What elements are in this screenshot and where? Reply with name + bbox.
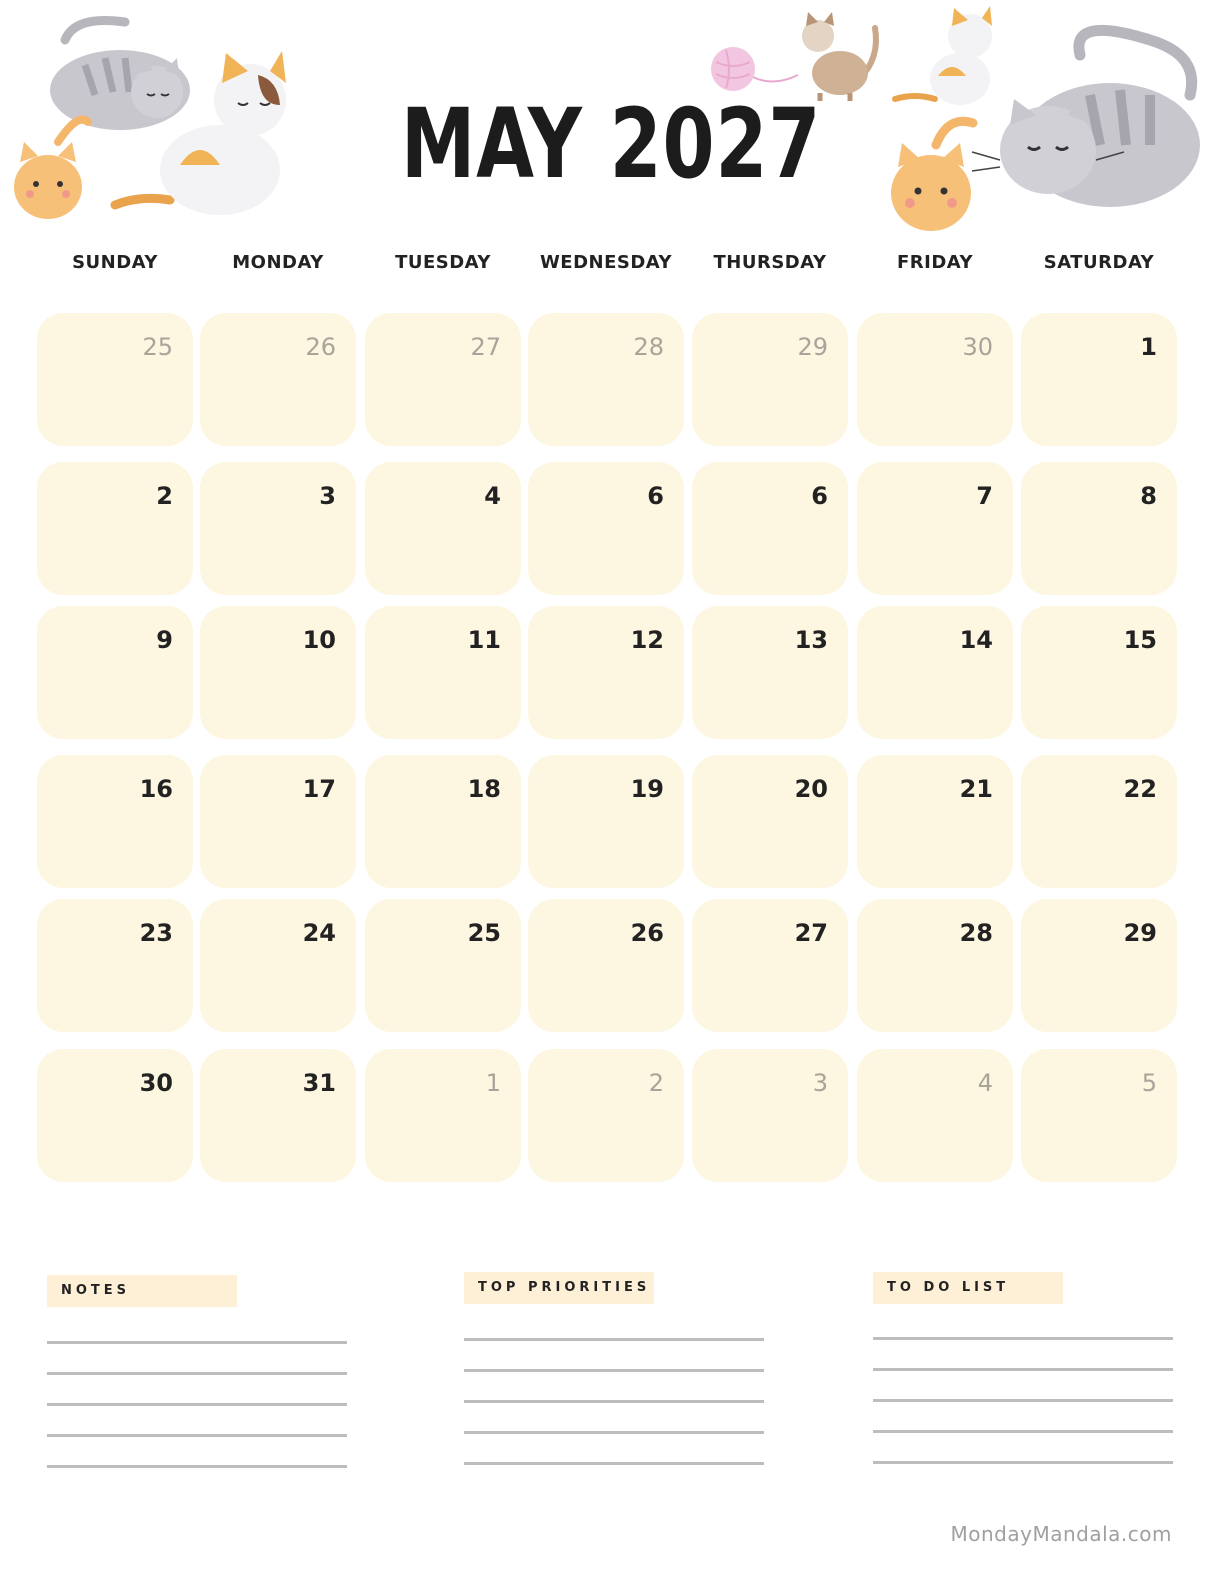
day-cell	[528, 313, 684, 446]
day-cell	[1021, 755, 1177, 888]
day-cell	[528, 899, 684, 1032]
day-number: 15	[1123, 626, 1157, 654]
day-number: 3	[319, 482, 336, 510]
day-number: 29	[797, 333, 828, 361]
day-cell	[857, 755, 1013, 888]
writing-line[interactable]	[47, 1372, 347, 1375]
day-number: 28	[959, 919, 993, 947]
day-cell	[365, 462, 521, 595]
weekday-monday: MONDAY	[232, 252, 324, 273]
day-cell	[857, 899, 1013, 1032]
weekday-thursday: THURSDAY	[713, 252, 827, 273]
day-cell	[37, 1049, 193, 1182]
writing-line[interactable]	[873, 1337, 1173, 1340]
day-number: 6	[647, 482, 664, 510]
writing-line[interactable]	[464, 1462, 764, 1465]
writing-line[interactable]	[464, 1338, 764, 1341]
day-number: 9	[156, 626, 173, 654]
day-number: 20	[794, 775, 828, 803]
day-cell	[692, 462, 848, 595]
day-cell	[528, 462, 684, 595]
day-number: 21	[959, 775, 993, 803]
day-cell	[365, 313, 521, 446]
day-number: 11	[467, 626, 501, 654]
day-cell	[37, 755, 193, 888]
weekday-wednesday: WEDNESDAY	[539, 252, 673, 273]
day-cell	[1021, 606, 1177, 739]
day-cell	[1021, 1049, 1177, 1182]
day-cell	[1021, 899, 1177, 1032]
day-number: 31	[302, 1069, 336, 1097]
day-number: 27	[470, 333, 501, 361]
day-number: 12	[630, 626, 664, 654]
weekday-saturday: SATURDAY	[1043, 252, 1155, 273]
day-cell	[1021, 313, 1177, 446]
day-number: 22	[1123, 775, 1157, 803]
top-priorities-label: TOP PRIORITIES	[464, 1272, 654, 1304]
day-number: 4	[484, 482, 501, 510]
day-number: 26	[630, 919, 664, 947]
page-title: MAY 2027	[400, 88, 822, 200]
day-cell	[365, 755, 521, 888]
day-cell	[1021, 462, 1177, 595]
day-number: 25	[467, 919, 501, 947]
day-cell	[528, 606, 684, 739]
day-number: 2	[156, 482, 173, 510]
day-number: 30	[139, 1069, 173, 1097]
day-number: 1	[1140, 333, 1157, 361]
day-number: 23	[139, 919, 173, 947]
day-number: 5	[1141, 1069, 1157, 1097]
day-cell	[200, 899, 356, 1032]
day-cell	[200, 462, 356, 595]
weekday-sunday: SUNDAY	[72, 252, 158, 273]
day-cell	[528, 1049, 684, 1182]
day-cell	[857, 1049, 1013, 1182]
day-number: 25	[142, 333, 173, 361]
writing-line[interactable]	[464, 1400, 764, 1403]
day-number: 8	[1140, 482, 1157, 510]
day-number: 24	[302, 919, 336, 947]
day-number: 13	[794, 626, 828, 654]
day-cell	[528, 755, 684, 888]
writing-line[interactable]	[47, 1341, 347, 1344]
day-cell	[37, 899, 193, 1032]
writing-line[interactable]	[47, 1465, 347, 1468]
day-number: 19	[630, 775, 664, 803]
writing-line[interactable]	[873, 1368, 1173, 1371]
writing-line[interactable]	[873, 1461, 1173, 1464]
day-cell	[692, 899, 848, 1032]
day-number: 17	[302, 775, 336, 803]
orange-kitten-icon	[8, 112, 98, 222]
day-cell	[365, 1049, 521, 1182]
weekday-tuesday: TUESDAY	[395, 252, 491, 273]
day-number: 16	[139, 775, 173, 803]
notes-label: NOTES	[47, 1275, 237, 1307]
day-cell	[37, 606, 193, 739]
day-cell	[857, 606, 1013, 739]
day-cell	[692, 755, 848, 888]
day-cell	[365, 606, 521, 739]
day-number: 7	[976, 482, 993, 510]
day-number: 30	[962, 333, 993, 361]
day-cell	[200, 1049, 356, 1182]
day-cell	[692, 313, 848, 446]
day-cell	[200, 755, 356, 888]
day-cell	[692, 1049, 848, 1182]
day-number: 28	[633, 333, 664, 361]
day-cell	[37, 313, 193, 446]
writing-line[interactable]	[464, 1369, 764, 1372]
writing-line[interactable]	[873, 1430, 1173, 1433]
day-cell	[857, 313, 1013, 446]
day-number: 4	[977, 1069, 993, 1097]
day-number: 27	[794, 919, 828, 947]
day-cell	[200, 606, 356, 739]
writing-line[interactable]	[47, 1434, 347, 1437]
day-cell	[857, 462, 1013, 595]
footer-brand: MondayMandala.com	[950, 1522, 1172, 1546]
day-cell	[200, 313, 356, 446]
weekday-friday: FRIDAY	[896, 252, 974, 273]
day-number: 3	[812, 1069, 828, 1097]
day-number: 10	[302, 626, 336, 654]
day-cell	[37, 462, 193, 595]
day-cell	[365, 899, 521, 1032]
day-cell	[692, 606, 848, 739]
day-number: 1	[485, 1069, 501, 1097]
day-number: 29	[1123, 919, 1157, 947]
day-number: 6	[811, 482, 828, 510]
writing-line[interactable]	[47, 1403, 347, 1406]
writing-line[interactable]	[873, 1399, 1173, 1402]
writing-line[interactable]	[464, 1431, 764, 1434]
day-number: 18	[467, 775, 501, 803]
day-number: 2	[648, 1069, 664, 1097]
todo-list-label: TO DO LIST	[873, 1272, 1063, 1304]
day-number: 26	[305, 333, 336, 361]
day-number: 14	[959, 626, 993, 654]
